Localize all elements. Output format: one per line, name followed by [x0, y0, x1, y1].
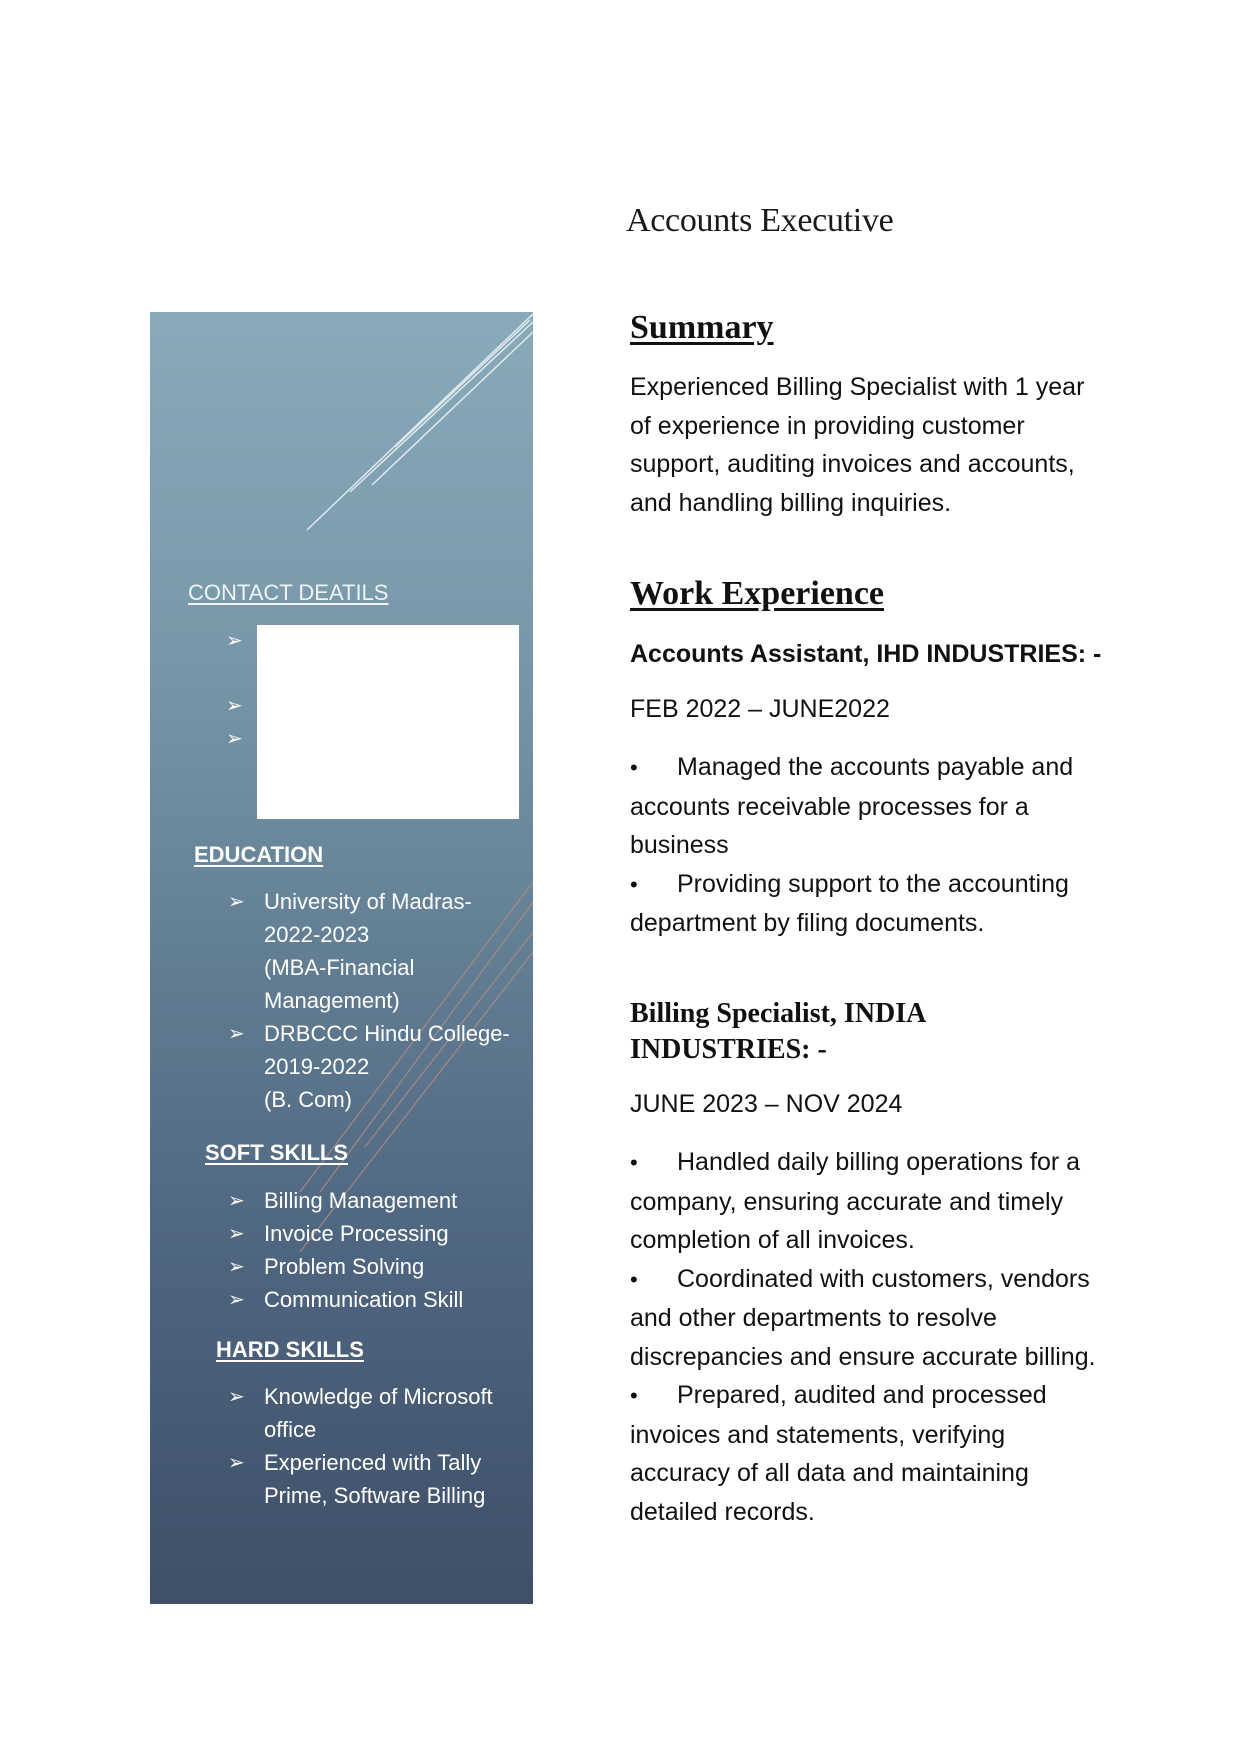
job-bullet-text: Providing support to the accounting department by filing documents.: [630, 869, 1069, 937]
job-role: Billing Specialist, INDIA INDUSTRIES: -: [630, 998, 925, 1065]
bullet-dot-icon: •: [630, 1383, 638, 1408]
soft-skills-heading: SOFT SKILLS: [205, 1140, 348, 1165]
job-role: Accounts Assistant, IHD INDUSTRIES: -: [630, 640, 1102, 668]
education-item: [228, 1017, 510, 1116]
soft-skill-item: [228, 1217, 463, 1250]
arrow-bullet-icon: ➢: [228, 1254, 245, 1278]
hard-skill-line: office: [264, 1417, 317, 1442]
soft-skill-item: [228, 1184, 463, 1217]
job-dates: JUNE 2023 – NOV 2024: [630, 1090, 903, 1118]
job-bullet-text: Managed the accounts payable and accounts receivable processes for a business: [630, 753, 1074, 859]
hard-skill-item: [228, 1380, 493, 1446]
soft-skill-label: Invoice Processing: [264, 1221, 449, 1246]
arrow-bullet-icon: ➢: [226, 726, 243, 750]
job-bullet-text: Handled daily billing operations for a company, ensuring accurate and timely completion of all invoices.: [630, 1148, 1081, 1254]
hard-skill-line: Knowledge of Microsoft: [264, 1384, 493, 1409]
arrow-bullet-icon: ➢: [228, 1188, 245, 1212]
contact-details-box: [257, 625, 519, 819]
hard-skill-item: [228, 1446, 493, 1512]
arrow-bullet-icon: ➢: [228, 889, 245, 913]
job-bullet: [630, 1260, 1100, 1377]
education-line: (B. Com): [264, 1087, 352, 1112]
job-title: Accounts Executive: [626, 202, 894, 239]
job-dates: FEB 2022 – JUNE2022: [630, 695, 890, 723]
education-line: 2022-2023: [264, 922, 370, 947]
education-heading: EDUCATION: [194, 842, 324, 867]
soft-skill-label: Billing Management: [264, 1188, 458, 1213]
work-experience-heading: Work Experience: [630, 575, 885, 612]
job-bullet: [630, 865, 1100, 943]
arrow-bullet-icon: ➢: [228, 1221, 245, 1245]
education-line: DRBCCC Hindu College-: [264, 1021, 510, 1046]
job-bullet: [630, 1376, 1100, 1531]
job-bullets: [630, 748, 1100, 943]
bullet-dot-icon: •: [630, 1266, 638, 1292]
summary-heading: Summary: [630, 309, 774, 346]
sidebar-panel: [150, 312, 533, 1604]
arrow-bullet-icon: ➢: [226, 693, 243, 717]
education-item: [228, 885, 510, 1017]
arrow-bullet-icon: ➢: [228, 1287, 245, 1311]
soft-skill-label: Communication Skill: [264, 1287, 464, 1312]
arrow-bullet-icon: ➢: [226, 628, 243, 652]
bullet-dot-icon: •: [630, 871, 638, 897]
contact-heading: CONTACT DEATILS: [188, 580, 389, 605]
job-bullet: [630, 748, 1100, 865]
job-bullets: [630, 1143, 1100, 1531]
education-line: Management): [264, 988, 400, 1013]
summary-text: Experienced Billing Specialist with 1 year of experience in providing customer support, auditing invoices and accounts, and handling billing inquiries.: [630, 373, 1085, 517]
soft-skill-label: Problem Solving: [264, 1254, 425, 1279]
education-line: (MBA-Financial: [264, 955, 415, 980]
arrow-bullet-icon: ➢: [228, 1450, 245, 1474]
bullet-dot-icon: •: [630, 755, 638, 780]
arrow-bullet-icon: ➢: [228, 1021, 245, 1045]
job-bullet-text: Coordinated with customers, vendors and other departments to resolve discrepancies and ensure accurate billing.: [630, 1264, 1096, 1371]
soft-skill-item: [228, 1250, 463, 1283]
soft-skill-item: [228, 1283, 463, 1316]
job-bullet: [630, 1143, 1100, 1260]
education-list: [228, 885, 510, 1116]
bullet-dot-icon: •: [630, 1150, 638, 1175]
soft-skills-list: [228, 1184, 463, 1316]
arrow-bullet-icon: ➢: [228, 1384, 245, 1408]
hard-skill-line: Prime, Software Billing: [264, 1483, 486, 1508]
hard-skills-heading: HARD SKILLS: [216, 1337, 364, 1362]
education-line: University of Madras-: [264, 889, 472, 914]
job-bullet-text: Prepared, audited and processed invoices and statements, verifying accuracy of all data and maintaining detailed records.: [630, 1381, 1047, 1526]
education-line: 2019-2022: [264, 1054, 370, 1079]
hard-skills-list: [228, 1380, 493, 1512]
hard-skill-line: Experienced with Tally: [264, 1450, 482, 1475]
